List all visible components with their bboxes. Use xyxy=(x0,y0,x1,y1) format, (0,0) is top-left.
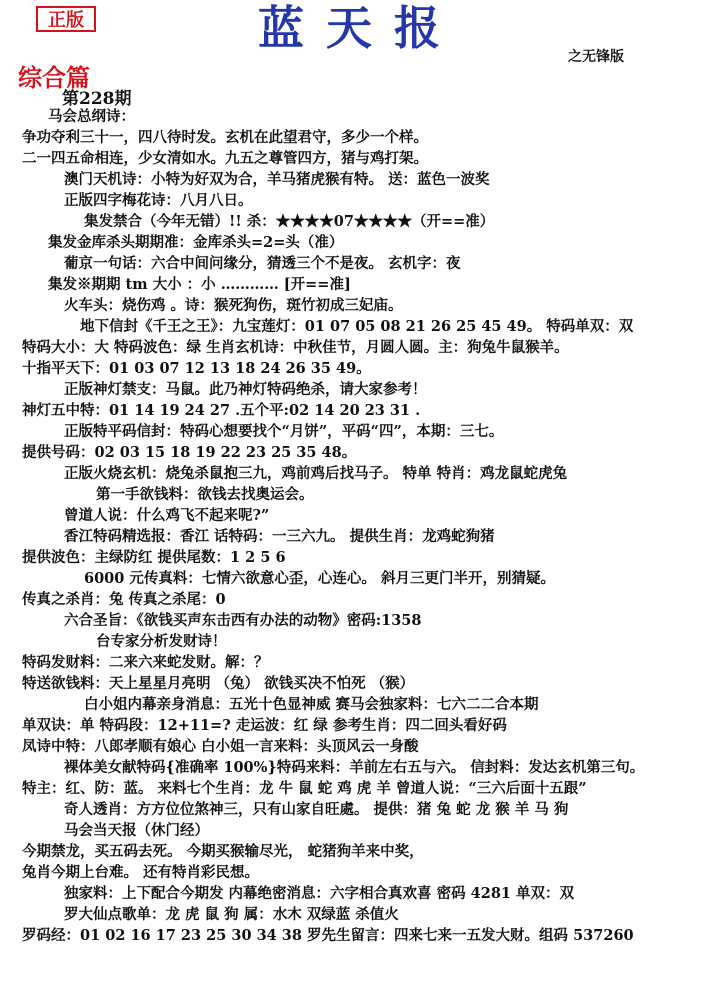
section-title: 综合篇 xyxy=(18,63,90,92)
content-line: 十指平天下：01 03 07 12 13 18 24 26 35 49。 xyxy=(22,360,371,377)
content-line: 提供号码：02 03 15 18 19 22 23 25 35 48。 xyxy=(22,444,357,461)
content-line: 今期禁龙，买五码去死。 今期买猴输尽光， 蛇猪狗羊来中奖， xyxy=(22,843,424,860)
content-line: 特送欲钱料：天上星星月亮明 （兔） 欲钱买决不怕死 （猴） xyxy=(22,675,415,692)
content-line: 正版火烧玄机：烧兔杀鼠抱三九，鸡前鸡后找马子。 特单 特肖：鸡龙鼠蛇虎兔 xyxy=(64,465,568,482)
content-line: 罗大仙点歌单：龙 虎 鼠 狗 属：水木 双绿蓝 杀值火 xyxy=(64,906,399,923)
content-line: 香江特码精选报：香江 话特码：一三六九。 提供生肖：龙鸡蛇狗猪 xyxy=(64,528,495,545)
content-line: 争功夺利三十一，四八待时发。玄机在此望君守，多少一个样。 xyxy=(22,129,428,146)
content-line: 凤诗中特：八郎孝顺有娘心 白小姐一言来料：头顶风云一身酸 xyxy=(22,738,419,755)
edition-badge: 正版 xyxy=(36,6,96,32)
content-line: 特码发财料：二来六来蛇发财。解：？ xyxy=(22,654,269,671)
content-line: 神灯五中特：01 14 19 24 27 .五个平:02 14 20 23 31 . xyxy=(22,402,421,419)
content-line: 马会总纲诗： xyxy=(48,108,135,125)
content-line: 单双诀：单 特码段：12+11=? 走运波：红 绿 参考生肖：四二回头看好码 xyxy=(22,717,507,734)
content-line: 正版四字梅花诗：八月八日。 xyxy=(64,192,253,209)
content-line: 集发金库杀头期期准：金库杀头=2=头（准） xyxy=(48,234,344,251)
issue-number: 第228期 xyxy=(62,89,132,109)
content-line: 罗码经：01 02 16 17 23 25 30 34 38 罗先生留言：四来七来一五发大财。组码 537260 xyxy=(22,927,634,944)
page-title: 蓝天报 xyxy=(258,1,462,55)
content-line: 兔肖今期上台难。 还有特肖彩民想。 xyxy=(22,864,260,881)
content-line: 火车头：烧伤鸡 。诗：猴死狗伤，斑竹初成三妃庙。 xyxy=(64,297,403,314)
content-lines xyxy=(0,106,720,946)
content-line: 葡京一句话：六合中间问缘分，猜透三个不是夜。 玄机字：夜 xyxy=(64,255,461,272)
content-line: 白小姐内幕亲身消息：五光十色显神威 赛马会独家料：七六二二合本期 xyxy=(84,696,539,713)
content-line: 集发禁合（今年无错）!! 杀：★★★★07★★★★（开==准） xyxy=(84,213,495,230)
content-line: 裸体美女献特码{准确率 100%}特码来料：羊前左右五与六。 信封料：发达玄机第三句。 xyxy=(64,759,645,776)
content-line: 正版特平码信封：特码心想要找个“月饼”，平码“四”，本期：三七。 xyxy=(64,423,504,440)
content-line: 马会当天报（休门经） xyxy=(64,822,209,839)
content-line: 第一手欲钱料：欲钱去找奥运会。 xyxy=(96,486,314,503)
content-line: 曾道人说：什么鸡飞不起来呢?” xyxy=(64,507,270,524)
content-line: 澳门天机诗：小特为好双为合，羊马猪虎猴有特。 送：蓝色一波奖 xyxy=(64,171,490,188)
content-line: 奇人透肖：方方位位煞神三，只有山家自旺處。 提供：猪 兔 蛇 龙 猴 羊 马 狗 xyxy=(64,801,569,818)
content-line: 台专家分析发财诗！ xyxy=(96,633,227,650)
content-line: 正版神灯禁支：马鼠。此乃神灯特码绝杀，请大家参考！ xyxy=(64,381,427,398)
content-line: 二一四五命相连，少女清如水。九五之尊管四方，猪与鸡打架。 xyxy=(22,150,428,167)
content-line: 特码大小：大 特码波色：绿 生肖玄机诗：中秋佳节，月圆人圆。主：狗兔牛鼠猴羊。 xyxy=(22,339,569,356)
content-line: 6000 元传真料：七情六欲意心歪，心连心。 斜月三更门半开，别猜疑。 xyxy=(84,570,555,587)
edition-label: 之无锋版 xyxy=(568,49,624,65)
content-line: 提供波色：主绿防红 提供尾数：1 2 5 6 xyxy=(22,549,286,566)
content-line: 地下信封《千王之王》：九宝莲灯：01 07 05 08 21 26 25 45 49。 特码单双：双 xyxy=(80,318,634,335)
content-line: 独家料：上下配合今期发 内幕绝密消息：六字相合真欢喜 密码 4281 单双：双 xyxy=(64,885,575,902)
content-line: 六合圣旨：《欲钱买声东击西有办法的动物》密码:1358 xyxy=(64,612,422,629)
content-line: 传真之杀肖：兔 传真之杀尾：0 xyxy=(22,591,226,608)
content-line: 集发※期期 tm 大小 ：小 ………… [开==准] xyxy=(48,276,351,293)
content-line: 特主：红、防：蓝。 来料七个生肖：龙 牛 鼠 蛇 鸡 虎 羊 曾道人说：“三六后面十五跟” xyxy=(22,780,587,797)
